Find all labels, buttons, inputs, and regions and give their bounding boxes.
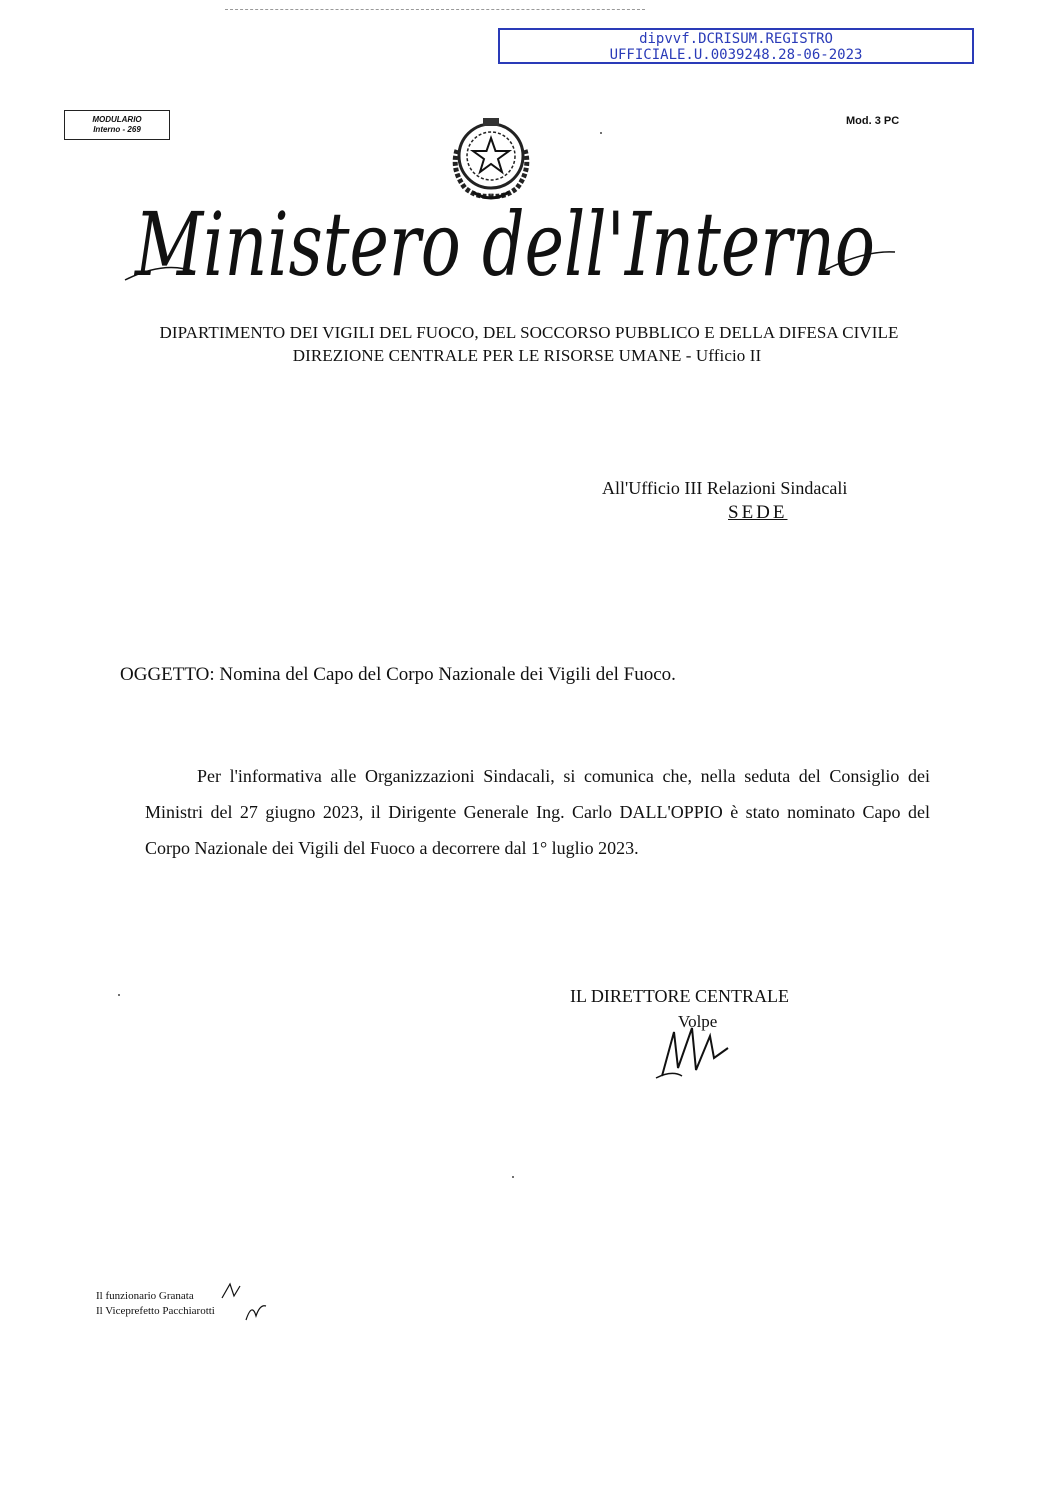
modulario-label: MODULARIO xyxy=(92,115,142,124)
protocol-line-1: dipvvf.DCRISUM.REGISTRO xyxy=(639,31,833,47)
scan-speck xyxy=(118,994,120,996)
signatory-title: IL DIRETTORE CENTRALE xyxy=(570,986,789,1006)
protocol-line-2: UFFICIALE.U.0039248.28-06-2023 xyxy=(609,47,863,63)
modulario-code: Interno - 269 xyxy=(93,125,141,134)
footer-officer: Il funzionario Granata xyxy=(96,1290,194,1302)
protocol-stamp xyxy=(498,28,974,64)
handwritten-signature-icon xyxy=(652,1018,732,1082)
directorate-name: DIREZIONE CENTRALE PER LE RISORSE UMANE - Ufficio II xyxy=(292,346,762,365)
ministry-logo xyxy=(125,190,905,300)
scan-artifact xyxy=(225,9,645,12)
svg-text:Ministero dell'Interno: Ministero dell'Interno xyxy=(133,193,875,296)
subject-line: OGGETTO: Nomina del Capo del Corpo Nazionale dei Vigili del Fuoco. xyxy=(120,664,676,685)
signatory-name: Volpe xyxy=(678,1012,718,1031)
department-name: DIPARTIMENTO DEI VIGILI DEL FUOCO, DEL SOCCORSO PUBBLICO E DELLA DIFESA CIVILE xyxy=(159,323,899,342)
recipient-office: All'Ufficio III Relazioni Sindacali xyxy=(602,478,848,498)
body-paragraph: Per l'informativa alle Organizzazioni Sindacali, si comunica che, nella seduta del Consiglio dei Ministri del 27 giugno 2023, il Dirigente Generale Ing. Carlo DALL'OPPIO è stato nominato Capo del Corpo Nazionale dei Vigili del Fuoco a decorrere dal 1° luglio 2023. xyxy=(145,766,930,858)
form-code: Mod. 3 PC xyxy=(846,115,900,127)
scan-speck xyxy=(512,1176,514,1178)
modulario-box xyxy=(64,110,170,140)
initials-icon xyxy=(220,1282,242,1300)
footer-viceprefect: Il Viceprefetto Pacchiarotti xyxy=(96,1305,215,1317)
scan-speck xyxy=(600,132,602,134)
initials-icon xyxy=(244,1300,268,1322)
recipient-location: SEDE xyxy=(728,502,788,523)
